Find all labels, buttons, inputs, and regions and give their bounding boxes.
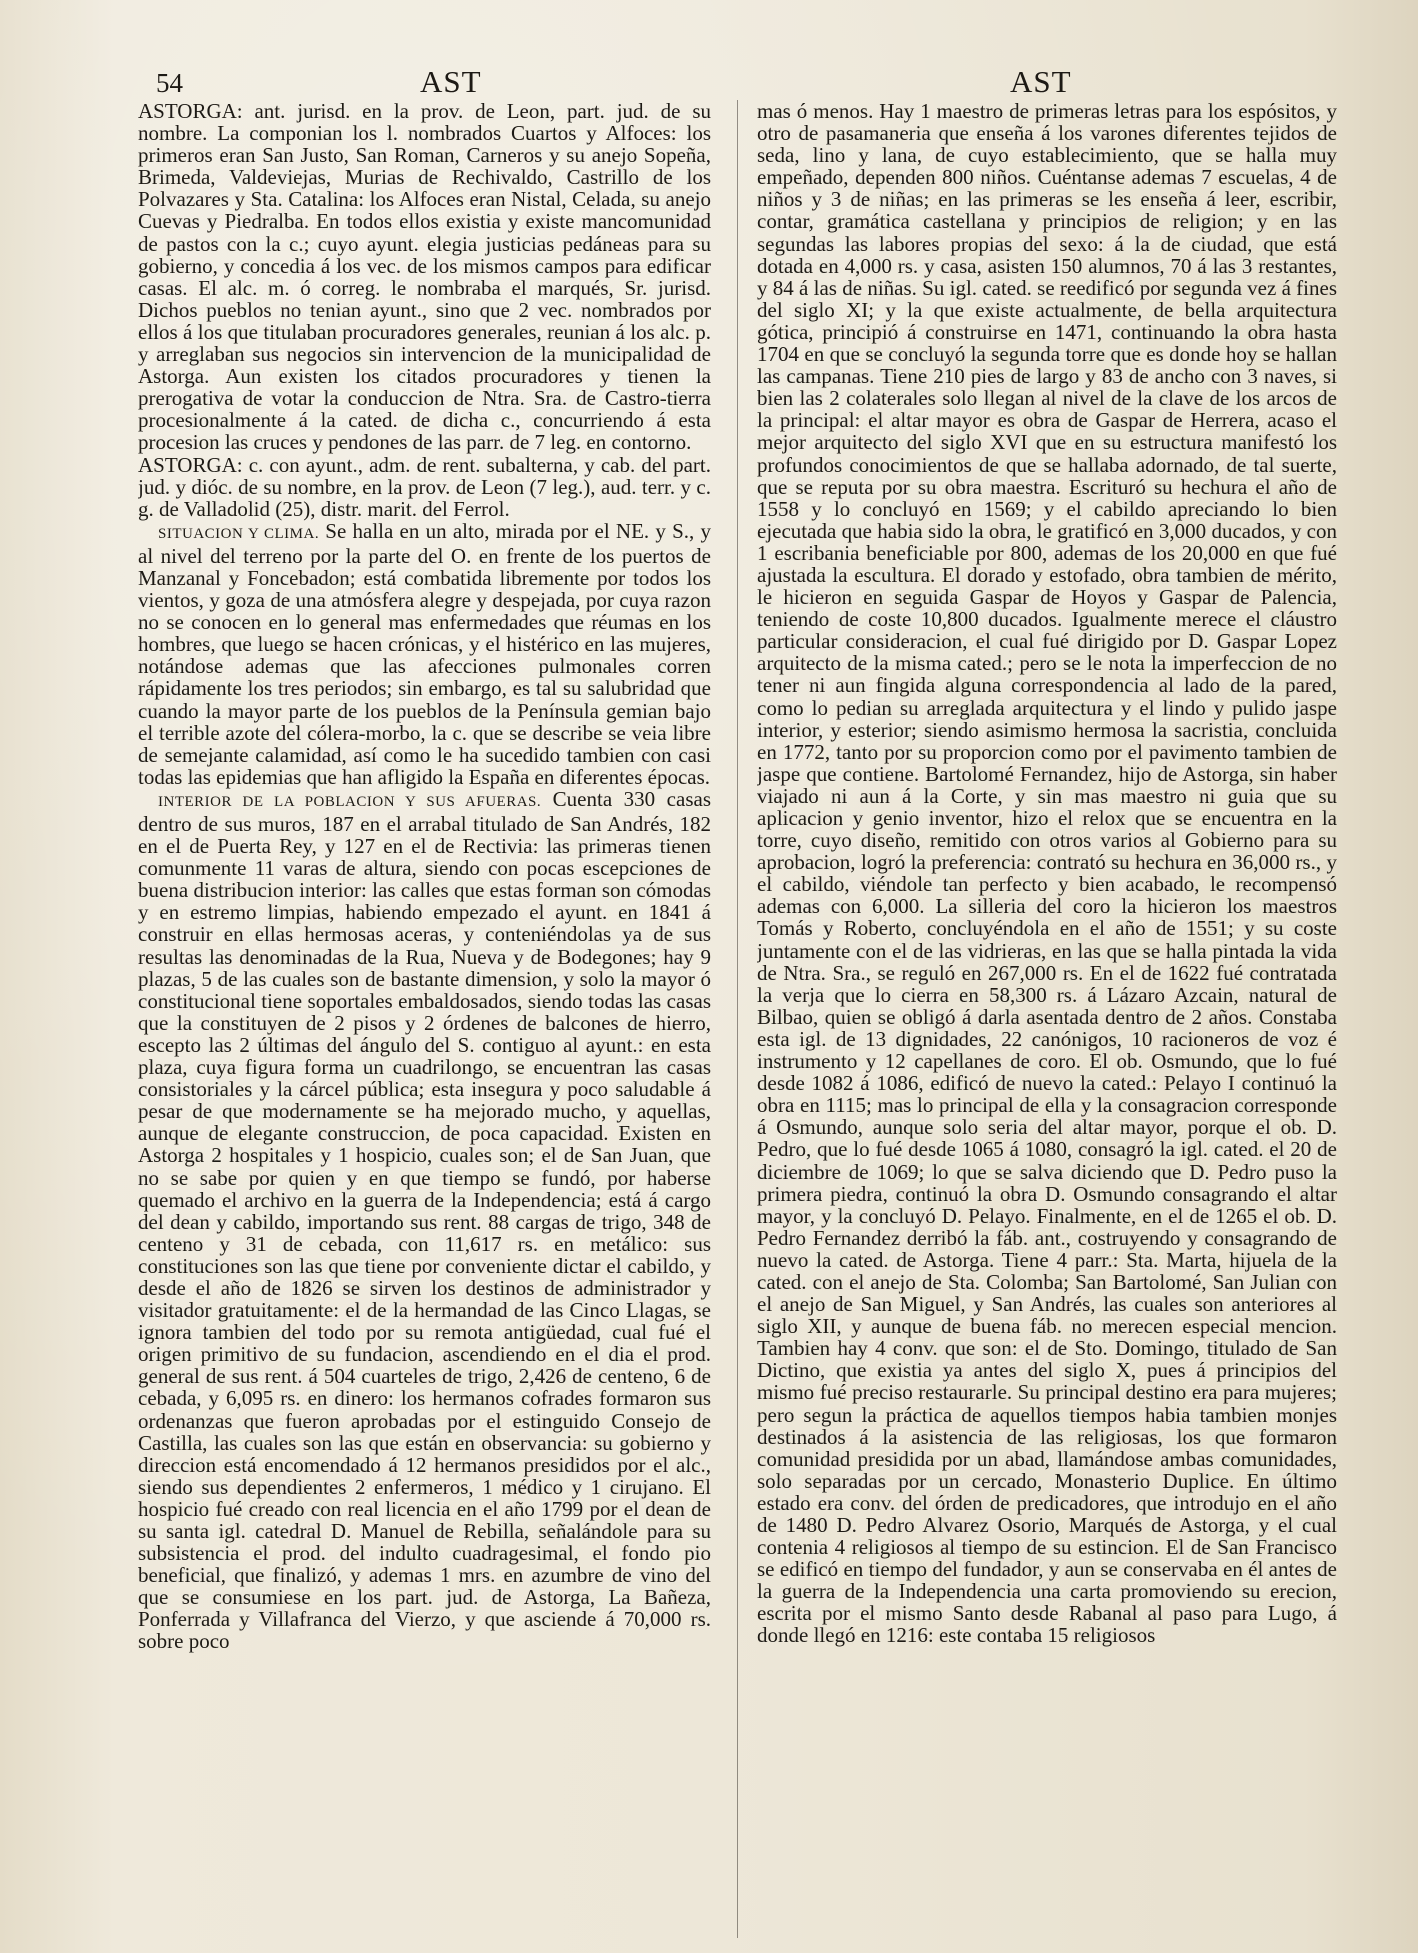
paragraph-astorga-jurisdiction xyxy=(138,100,711,454)
page-header xyxy=(130,64,1310,104)
running-head-left: AST xyxy=(420,64,482,99)
paragraph-situacion-clima xyxy=(138,520,711,788)
section-heading: INTERIOR DE LA POBLACION Y SUS AFUERAS. xyxy=(158,793,542,810)
paragraph-astorga-city xyxy=(138,454,711,520)
paragraph-text: : ant. jurisd. en la prov. de Leon, part. jud. de su nombre. La componian los l. nombrados Cuartos y Alfoces: los primeros eran San Justo, San Roman, Carneros y su anejo Sopeña, Brimeda, Valdeviejas, Murias de Rechivaldo, Castrillo de los Polvazares y Sta. Catalina: los Alfoces eran Nistal, Celada, su anejo Cuevas y Piedralba. En todos ellos existia y existe mancomunidad de pastos con la c.; cuyo ayunt. elegia justicias pedáneas para su gobierno, y concedia á los vec. de los mismos campos para edificar casas. El alc. m. ó correg. le nombraba el marqués, Sr. jurisd. Dichos pueblos no tenian ayunt., sino que 2 vec. nombrados por ellos á los que titulaban procuradores generales, reunian á los alc. p. y arreglaban sus negocios sin intervencion de la municipalidad de Astorga. Aun existen los citados procuradores y tienen la prerogativa de votar la conduccion de Ntra. Sra. de Castro-tierra procesionalmente á la cated. de dicha c., concurriendo á esta procesion las cruces y pendones de las parr. de 7 leg. en contorno. xyxy=(138,100,711,455)
paragraph-text: : c. con ayunt., adm. de rent. subalterna, y cab. del part. jud. y dióc. de su nombre, en la prov. de Leon (7 leg.), aud. terr. y c. g. de Valladolid (25), distr. marit. del Ferrol. xyxy=(138,452,711,521)
entry-lead: ASTORGA xyxy=(138,452,237,477)
running-head-right: AST xyxy=(1010,64,1072,99)
paragraph-interior-poblacion xyxy=(138,788,711,1653)
column-divider xyxy=(737,100,738,1938)
entry-lead: ASTORGA xyxy=(138,100,237,123)
right-column xyxy=(757,100,1337,1942)
paragraph-text: Cuenta 330 casas dentro de sus muros, 187 en el arrabal titulado de San Andrés, 182 en el de Puerta Rey, y 127 en el de Rectivia: las primeras tienen comunmente 11 varas de altura, siendo con pocas escepciones de buena distribucion interior: las calles que estas forman son cómodas y en estremo limpias, habiendo empezado el ayunt. en 1841 á construir en ellas hermosas aceras, y conteniéndolas ya de sus resultas las denominadas de la Rua, Nueva y de Bodegones; hay 9 plazas, 5 de las cuales son de bastante dimension, y solo la mayor ó constitucional tiene soportales embaldosados, siendo todas las casas que la constituyen de 2 pisos y 2 órdenes de balcones de hierro, escepto las 2 últimas del ángulo del S. contiguo al ayunt.: en esta plaza, cuya figura forma un cuadrilongo, se encuentran las casas consistoriales y la cárcel pública; esta insegura y poco saludable á pesar de que modernamente se ha mejorado mucho, y aquellas, aunque de elegante construccion, de poca capacidad. Existen en Astorga 2 hospitales y 1 hospicio, cuales son; el de San Juan, que no se sabe por quien y en que tiempo se fundó, por haberse quemado el archivo en la guerra de la Independencia; está á cargo del dean y cabildo, importando sus rent. 88 cargas de trigo, 348 de centeno y 31 de cebada, con 11,617 rs. en metálico: sus constituciones son las que tiene por conveniente dictar el cabildo, y desde el año de 1826 se sirven los destinos de administrador y visitador gratuitamente: el de la hermandad de las Cinco Llagas, se ignora tambien del todo por su remota antigüedad, cual fué el origen primitivo de su fundacion, ascendiendo en el dia el prod. general de sus rent. á 504 cuarteles de trigo, 2,426 de centeno, 6 de cebada, y 6,095 rs. en dinero: los hermanos cofrades formaron sus ordenanzas que fueron aprobadas por el estinguido Consejo de Castilla, las cuales son las que están en observancia: su gobierno y direccion está encomendado á 12 hermanos presididos por el alc., siendo sus dependientes 2 enfermeros, 1 médico y 1 cirujano. El hospicio fué creado con real licencia en el año 1799 por el dean de su santa igl. catedral D. Manuel de Rebilla, señalándole para su subsistencia el prod. del indulto cuadragesimal, el fondo pio beneficial, que finalizó, y ademas 1 mrs. en azumbre de vino del que se consumiese en los part. jud. de Astorga, La Bañeza, Ponferrada y Villafranca del Vierzo, y que asciende á 70,000 rs. sobre poco xyxy=(138,786,711,1654)
left-column xyxy=(138,100,711,1942)
paragraph-text: Se halla en un alto, mirada por el NE. y S., y al nivel del terreno por la parte del O. en frente de los puertos de Manzanal y Foncebadon; está combatida libremente por todos los vientos, y goza de una atmósfera alegre y despejada, por cuya razon no se conocen en lo general mas enfermedades que réumas en los hombres, que luego se hacen crónicas, y el histérico en las mujeres, notándose ademas que las afecciones pulmonales corren rápidamente los tres periodos; sin embargo, es tal su salubridad que cuando la mayor parte de los pueblos de la Península gemian bajo el terrible azote del cólera-morbo, la c. que se describe se veia libre de semejante calamidad, así como le ha sucedido tambien con casi todas las epidemias que han afligido la España en diferentes épocas. xyxy=(138,518,711,789)
page-number: 54 xyxy=(156,68,183,98)
section-heading: SITUACION Y CLIMA. xyxy=(158,525,320,542)
paragraph-continuation: mas ó menos. Hay 1 maestro de primeras letras para los espósitos, y otro de pasamaneria que enseña á los varones diferentes tejidos de seda, lino y lana, de cuyo establecimiento, que se halla muy empeñado, dependen 800 niños. Cuéntanse ademas 7 escuelas, 4 de niños y 3 de niñas; en las primeras se les enseña á leer, escribir, contar, gramática castellana y principios de religion; y en las segundas las labores propias del sexo: á la de ciudad, que está dotada en 4,000 rs. y casa, asisten 150 alumnos, 70 á las 3 restantes, y 84 á las de niñas. Su igl. cated. se reedificó por segunda vez á fines del siglo XI; y la que existe actualmente, de bella arquitectura gótica, principió á construirse en 1471, continuando la obra hasta 1704 en que se concluyó la segunda torre que es donde hoy se hallan las campanas. Tiene 210 pies de largo y 83 de ancho con 3 naves, si bien las 2 colaterales solo llegan al nivel de la clave de los arcos de la principal: el altar mayor es obra de Gaspar de Herrera, acaso el mejor arquitecto del siglo XVI que en su estructura manifestó los profundos conocimientos de que se hallaba adornado, de tal suerte, que se reputa por su obra maestra. Escrituró su hechura el año de 1558 y lo concluyó en 1569; y el cabildo apreciando lo bien ejecutada que habia sido la obra, le gratificó en 3,000 ducados, y con 1 escribania beneficiable por 800, ademas de los 20,000 en que fué ajustada la escultura. El dorado y estofado, obra tambien de mérito, le hicieron en seguida Gaspar de Hoyos y Gaspar de Palencia, teniendo de coste 10,800 ducados. Igualmente merece el cláustro particular consideracion, el cual fué dirigido por D. Gaspar Lopez arquitecto de la misma cated.; pero se le nota la imperfeccion de no tener ni aun fingida alguna correspondencia al lado de la pared, como lo pedian su arreglada arquitectura y el lindo y pulido jaspe interior, y esterior; siendo asimismo hermosa la sacristia, concluida en 1772, tanto por su proporcion como por el pavimento tambien de jaspe que contiene. Bartolomé Fernandez, hijo de Astorga, sin haber viajado ni aun á la Corte, y sin mas maestro ni guia que su aplicacion y genio inventor, hizo el relox que se encuentra en la torre, cuyo diseño, remitido con otros varios al Gobierno para su aprobacion, logró la preferencia: contrató su hechura en 36,000 rs., y el cabildo, viéndole tan perfecto y bien acabado, le recompensó ademas con 6,000. La silleria del coro la hicieron los maestros Tomás y Roberto, concluyéndola en el año de 1551; y su coste juntamente con el de las vidrieras, en las que se halla pintada la vida de Ntra. Sra., se reguló en 267,000 rs. En el de 1622 fué contratada la verja que lo cierra en 58,300 rs. á Lázaro Azcain, natural de Bilbao, quien se obligó á darla asentada dentro de 2 años. Constaba esta igl. de 13 dignidades, 22 canónigos, 10 racioneros de voz é instrumento y 12 capellanes de coro. El ob. Osmundo, que lo fué desde 1082 á 1086, edificó de nuevo la cated.: Pelayo I continuó la obra en 1115; mas lo principal de ella y la consagracion corresponde á Osmundo, aunque solo seria del altar mayor, porque el ob. D. Pedro, que lo fué desde 1065 á 1080, consagró la igl. cated. el 20 de diciembre de 1069; lo que se salva diciendo que D. Pedro puso la primera piedra, continuó la obra D. Osmundo consagrando el altar mayor, y la concluyó D. Pelayo. Finalmente, en el de 1265 el ob. D. Pedro Fernandez derribó la fáb. ant., costruyendo y consagrando de nuevo la cated. de Astorga. Tiene 4 parr.: Sta. Marta, hijuela de la cated. con el anejo de Sta. Colomba; San Bartolomé, San Julian con el anejo de San Miguel, y San Andrés, las cuales son anteriores al siglo XII, y aunque de buena fáb. no merecen especial mencion. Tambien hay 4 conv. que son: el de Sto. Domingo, titulado de San Dictino, que existia ya antes del siglo X, pues á principios del mismo fué preciso restaurarle. Su principal destino era para mujeres; pero segun la práctica de aquellos tiempos habia tambien monjes destinados á la asistencia de las religiosas, los que formaron comunidad presidida por un abad, llamándose ambas comunidades, solo separadas por un cercado, Monasterio Duplice. En último estado era conv. del órden de predicadores, que introdujo en el año de 1480 D. Pedro Alvarez Osorio, Marqués de Astorga, y el cual contenia 4 religiosos al tiempo de su estincion. El de San Francisco se edificó en tiempo del fundador, y aun se conservaba en él antes de la guerra de la Independencia una carta promoviendo su erecion, escrita por el mismo Santo desde Rabanal al paso para Lugo, á donde llegó en 1216: este contaba 15 religiosos xyxy=(757,100,1337,1648)
